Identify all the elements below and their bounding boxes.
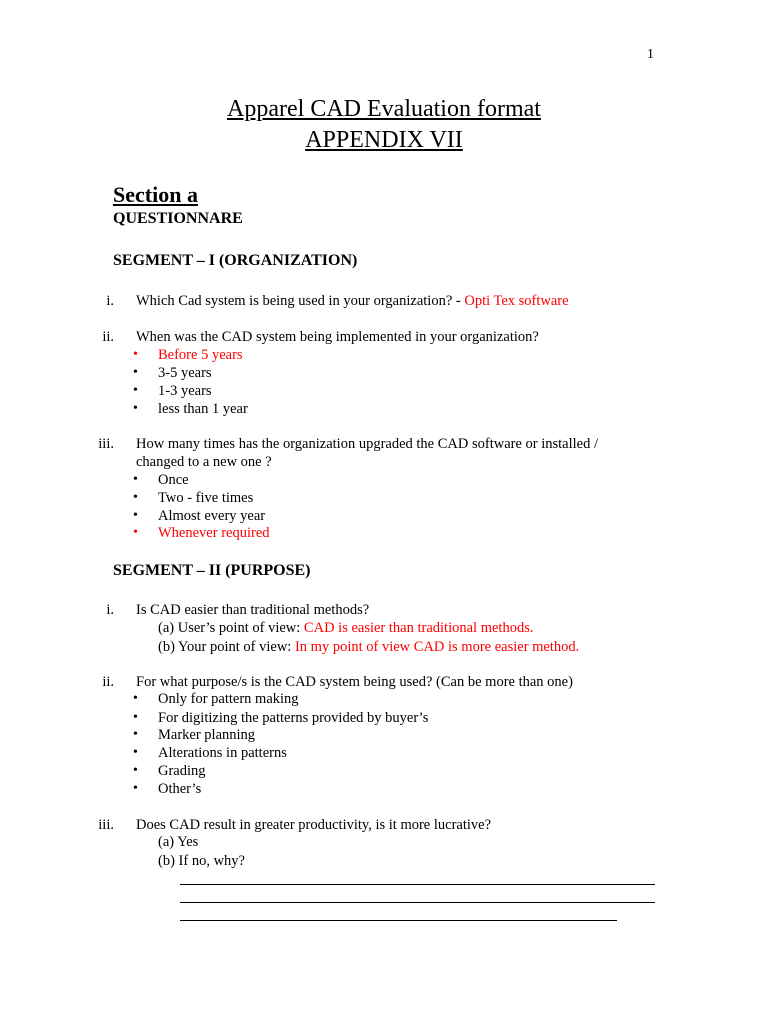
bullet-icon: • <box>133 490 138 505</box>
answer-blank-line[interactable] <box>180 920 617 921</box>
sub-item-text: User’s point of view: <box>177 620 304 636</box>
bullet-icon: • <box>133 347 138 362</box>
bullet-icon: • <box>133 472 138 487</box>
bullet-icon: • <box>133 745 138 760</box>
section-title: Section a <box>113 182 198 207</box>
bullet-icon: • <box>133 383 138 398</box>
option: Grading <box>158 763 206 779</box>
bullet-icon: • <box>133 508 138 523</box>
bullet-icon: • <box>133 691 138 706</box>
question-number: iii. <box>98 817 114 833</box>
question-number: i. <box>106 602 114 618</box>
answer-blank-line[interactable] <box>180 902 655 903</box>
option: less than 1 year <box>158 401 248 417</box>
sub-item-text: Your point of view: <box>178 639 295 655</box>
sub-item-b <box>158 853 245 870</box>
answer-text: CAD is easier than traditional methods. <box>303 620 534 636</box>
sub-item-label: (b) <box>158 639 175 655</box>
question-text-line-2: changed to a new one ? <box>136 454 272 470</box>
section-subtitle: QUESTIONNARE <box>113 210 243 227</box>
option: Two - five times <box>158 490 254 506</box>
bullet-icon: • <box>133 763 138 778</box>
answer-blank-line[interactable] <box>180 884 655 885</box>
question-text: Does CAD result in greater productivity, is it more lucrative? <box>136 817 492 833</box>
sub-item-b <box>158 639 579 656</box>
question-number: ii. <box>102 329 114 345</box>
option: Only for pattern making <box>158 691 299 707</box>
option: Other’s <box>158 781 202 797</box>
question-number: i. <box>106 293 114 309</box>
sub-item-label: (b) <box>158 853 175 869</box>
sub-item-a <box>158 620 533 637</box>
question-text-line-1: How many times has the organization upgraded the CAD software or installed / <box>136 436 599 452</box>
option: For digitizing the patterns provided by buyer’s <box>158 710 429 726</box>
bullet-icon: • <box>133 401 138 416</box>
sub-item-a <box>158 834 198 851</box>
question-number: ii. <box>102 674 114 690</box>
segment-1-heading: SEGMENT – I (ORGANIZATION) <box>113 252 358 269</box>
page-number: 1 <box>647 47 654 62</box>
question-text <box>136 293 569 310</box>
question-label: Which Cad system is being used in your organization? - <box>136 293 465 309</box>
segment-2-heading: SEGMENT – II (PURPOSE) <box>113 562 311 579</box>
option: 1-3 years <box>158 383 212 399</box>
question-number: iii. <box>98 436 114 452</box>
option: Almost every year <box>158 508 266 524</box>
answer-text: Opti Tex software <box>464 293 569 309</box>
appendix-title: APPENDIX VII <box>305 127 463 153</box>
sub-item-label: (a) <box>158 834 175 850</box>
sub-item-text: If no, why? <box>178 853 245 869</box>
question-text: For what purpose/s is the CAD system being used? (Can be more than one) <box>136 674 573 690</box>
option: 3-5 years <box>158 365 212 381</box>
question-text: When was the CAD system being implemented in your organization? <box>136 329 539 345</box>
bullet-icon: • <box>133 525 138 540</box>
sub-item-text: Yes <box>177 834 199 850</box>
bullet-icon: • <box>133 727 138 742</box>
document-title: Apparel CAD Evaluation format <box>227 96 541 122</box>
option-selected: Whenever required <box>158 525 270 541</box>
option: Once <box>158 472 189 488</box>
bullet-icon: • <box>133 710 138 725</box>
option-selected: Before 5 years <box>158 347 243 363</box>
question-text: Is CAD easier than traditional methods? <box>136 602 370 618</box>
bullet-icon: • <box>133 365 138 380</box>
bullet-icon: • <box>133 781 138 796</box>
option: Alterations in patterns <box>158 745 287 761</box>
answer-text: In my point of view CAD is more easier method. <box>294 639 580 655</box>
option: Marker planning <box>158 727 256 743</box>
sub-item-label: (a) <box>158 620 175 636</box>
